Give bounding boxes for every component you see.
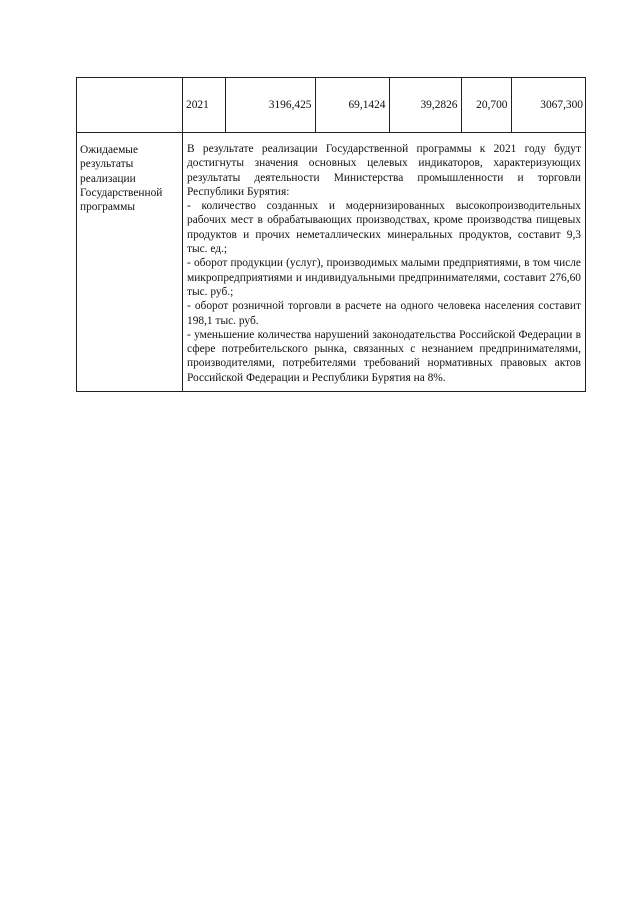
value-cell-4: 20,700	[461, 78, 511, 132]
value-cell-3: 39,2826	[389, 78, 461, 132]
table-row-expected-results	[77, 133, 586, 392]
value-cell-2: 69,1424	[315, 78, 389, 132]
results-item-violations: - уменьшение количества нарушений законодательства Российской Федерации в сфере потребительского рынка, связанных с незнанием предпринимателями, производителями, потребителями требований нормативных правовых актов Российской Федерации и Республики Бурятия на 8%.	[187, 328, 581, 384]
results-item-retail: - оборот розничной торговли в расчете на одного человека населения составит 198,1 тыс. руб.	[187, 300, 581, 327]
results-item-jobs: - количество созданных и модернизированных высокопроизводительных рабочих мест в обрабатывающих производствах, кроме производства пищевых продуктов и прочих неметаллических минеральных продуктов, составит 9,3 тыс. ед.;	[187, 200, 581, 256]
empty-label-cell	[77, 78, 183, 133]
year-values-table	[183, 78, 586, 132]
results-item-small-business: - оборот продукции (услуг), производимых малыми предприятиями, в том числе микропредприятиями и индивидуальными предпринимателями, составит 276,60 тыс. руб.;	[187, 257, 581, 298]
program-table	[76, 77, 586, 392]
results-intro-paragraph: В результате реализации Государственной программы к 2021 году будут достигнуты значения основных целевых индикаторов, характеризующих результаты деятельности Министерства промышленности и торговли Республики Бурятия:	[187, 143, 581, 198]
value-cell-total: 3196,425	[225, 78, 315, 132]
year-values-cell	[183, 78, 586, 133]
expected-results-text	[183, 133, 586, 392]
expected-results-label: Ожидаемые результаты реализации Государственной программы	[77, 133, 183, 392]
table-row-year-2021	[77, 78, 586, 133]
value-cell-5: 3067,300	[511, 78, 586, 132]
year-cell: 2021	[186, 98, 209, 111]
